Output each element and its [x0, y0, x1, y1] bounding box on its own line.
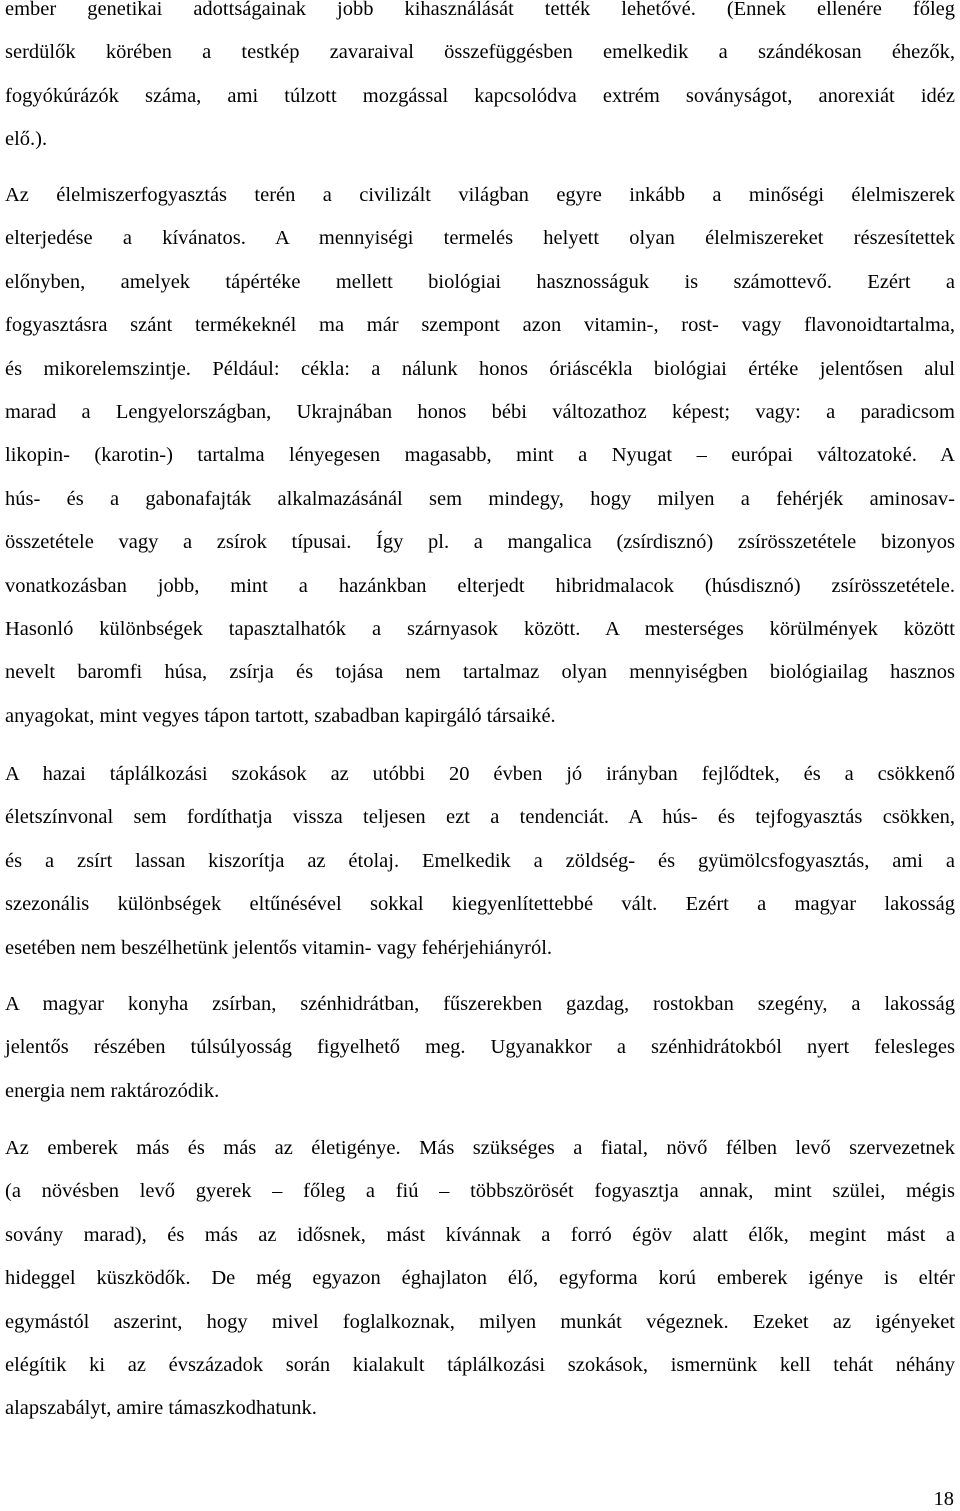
text-line: marad a Lengyelországban, Ukrajnában honos bébi változathoz képest; vagy: a paradicsom — [5, 400, 955, 423]
text-line: és a zsírt lassan kiszorítja az étolaj. Emelkedik a zöldség- és gyümölcsfogyasztás, ami a — [5, 849, 955, 872]
paragraph-domestic-habits — [5, 753, 955, 970]
paragraph-anorexia-note — [5, 0, 955, 162]
text-line: életszínvonal sem fordíthatja vissza teljesen ezt a tendenciát. A hús- és tejfogyasztás csökken, — [5, 806, 955, 829]
text-line: energia nem raktározódik. — [5, 1079, 220, 1102]
text-line: fogyasztásra szánt termékeknél ma már szempont azon vitamin-, rost- vagy flavonoidtartalma, — [5, 314, 955, 337]
text-line: elő.). — [5, 128, 48, 151]
text-line: egymástól aszerint, hogy mivel foglalkoznak, milyen munkát végeznek. Ezeket az igényeket — [5, 1310, 955, 1333]
text-line: vonatkozásban jobb, mint a hazánkban elterjedt hibridmalacok (húsdisznó) zsírösszetétele. — [5, 574, 955, 597]
text-line: anyagokat, mint vegyes tápon tartott, szabadban kapirgáló társaiké. — [5, 704, 556, 727]
text-line: serdülők körében a testkép zavaraival összefüggésben emelkedik a szándékosan éhezők, — [5, 41, 955, 64]
text-line: nevelt baromfi húsa, zsírja és tojása nem tartalmaz olyan mennyiségben biológiailag hasznos — [5, 661, 955, 684]
text-line: és mikorelemszintje. Például: cékla: a nálunk honos óriáscékla biológiai értéke jelentősen alul — [5, 357, 955, 380]
text-line: hús- és a gabonafajták alkalmazásánál sem mindegy, hogy milyen a fehérjék aminosav- — [5, 487, 955, 510]
paragraph-life-needs — [5, 1127, 955, 1431]
text-line: esetében nem beszélhetünk jelentős vitamin- vagy fehérjehiányról. — [5, 936, 553, 959]
text-line: összetétele vagy a zsírok típusai. Így pl. a mangalica (zsírdisznó) zsírösszetétele bizonyos — [5, 531, 955, 554]
paragraph-hungarian-cuisine — [5, 983, 955, 1113]
text-line: Az élelmiszerfogyasztás terén a civilizált világban egyre inkább a minőségi élelmiszerek — [5, 184, 955, 206]
text-line: A magyar konyha zsírban, szénhidrátban, fűszerekben gazdag, rostokban szegény, a lakosság — [5, 993, 955, 1015]
text-line: előnyben, amelyek tápértéke mellett biológiai hasznosságuk is számottevő. Ezért a — [5, 270, 955, 293]
text-line: szezonális különbségek eltűnésével sokkal kiegyenlítettebbé vált. Ezért a magyar lakosság — [5, 893, 955, 916]
text-line: A hazai táplálkozási szokások az utóbbi 20 évben jó irányban fejlődtek, és a csökkenő — [5, 763, 955, 785]
text-line: elterjedése a kívánatos. A mennyiségi termelés helyett olyan élelmiszereket részesítettek — [5, 227, 955, 250]
text-line: Az emberek más és más az életigénye. Más szükséges a fiatal, növő félben levő szervezetnek — [5, 1137, 955, 1159]
text-line: alapszabályt, amire támaszkodhatunk. — [5, 1397, 317, 1420]
text-line: Hasonló különbségek tapasztalhatók a szárnyasok között. A mesterséges körülmények között — [5, 617, 955, 640]
text-line: ember genetikai adottságainak jobb kihasználását tették lehetővé. (Ennek ellenére főleg — [5, 0, 955, 20]
text-line: jelentős részében túlsúlyosság figyelhető meg. Ugyanakkor a szénhidrátokból nyert felesleges — [5, 1036, 955, 1059]
text-line: fogyókúrázók száma, ami túlzott mozgással kapcsolódva extrém soványságot, anorexiát idéz — [5, 84, 955, 107]
paragraph-food-quality — [5, 174, 955, 738]
text-line: sovány marad), és más az idősnek, mást kívánnak a forró égöv alatt élők, megint mást a — [5, 1223, 955, 1246]
text-line: elégítik ki az évszázadok során kialakult táplálkozási szokások, ismernünk kell tehát néhány — [5, 1353, 955, 1376]
text-line: likopin- (karotin-) tartalma lényegesen magasabb, mint a Nyugat – európai változatoké. A — [5, 444, 955, 467]
text-line: (a növésben levő gyerek – főleg a fiú – többszörösét fogyasztja annak, mint szülei, mégis — [5, 1180, 955, 1203]
page-number: 18 — [933, 1488, 954, 1510]
text-line: hideggel küszködők. De még egyazon éghajlaton élő, egyforma korú emberek igénye is eltér — [5, 1267, 955, 1290]
